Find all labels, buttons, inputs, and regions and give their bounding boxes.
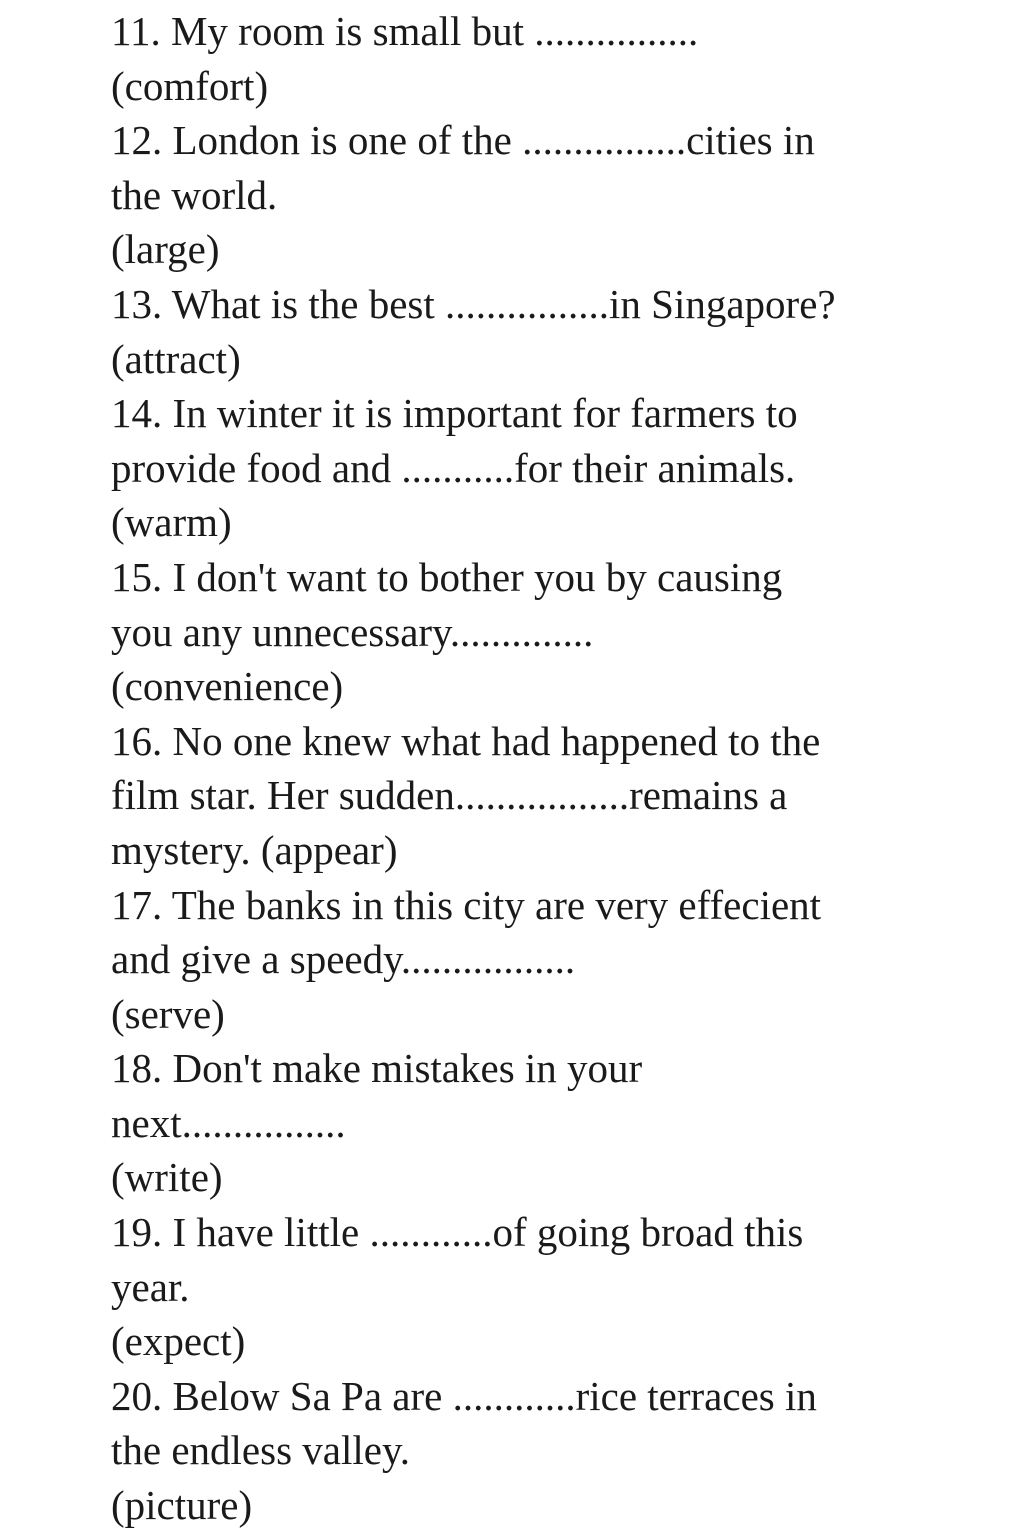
text-line: 17. The banks in this city are very effecient [111,881,822,928]
text-line: provide food and ...........for their animals. [111,444,796,491]
text-line: next................ [111,1099,346,1146]
text-line: 12. London is one of the ................cities in [111,117,815,164]
text-line: (comfort) [111,62,269,109]
text-line: year. [111,1263,190,1310]
text-line: (picture) [111,1482,253,1529]
text-line: (write) [111,1154,223,1201]
text-line: the world. [111,171,278,218]
text-line: (attract) [111,335,241,382]
text-line: film star. Her sudden.................remains a [111,772,788,819]
text-line: 18. Don't make mistakes in your [111,1045,643,1092]
text-line: (large) [111,226,220,273]
text-line: and give a speedy................. [111,936,576,983]
text-line: 14. In winter it is important for farmers to [111,390,798,437]
text-line: (warm) [111,499,232,546]
text-line: you any unnecessary.............. [111,608,594,655]
text-line: mystery. (appear) [111,826,398,873]
text-line: 13. What is the best ................in Singapore? [111,280,836,327]
text-line: 20. Below Sa Pa are ............rice terraces in [111,1372,817,1419]
text-line: 16. No one knew what had happened to the [111,717,821,764]
exercise-document [111,4,911,1533]
text-line: 19. I have little ............of going broad this [111,1209,804,1256]
text-line: (serve) [111,990,225,1037]
text-line: (convenience) [111,663,344,710]
text-line: (expect) [111,1318,246,1365]
text-line: 15. I don't want to bother you by causing [111,553,783,600]
text-line: the endless valley. [111,1427,411,1474]
text-line: 11. My room is small but ................ [111,8,699,54]
